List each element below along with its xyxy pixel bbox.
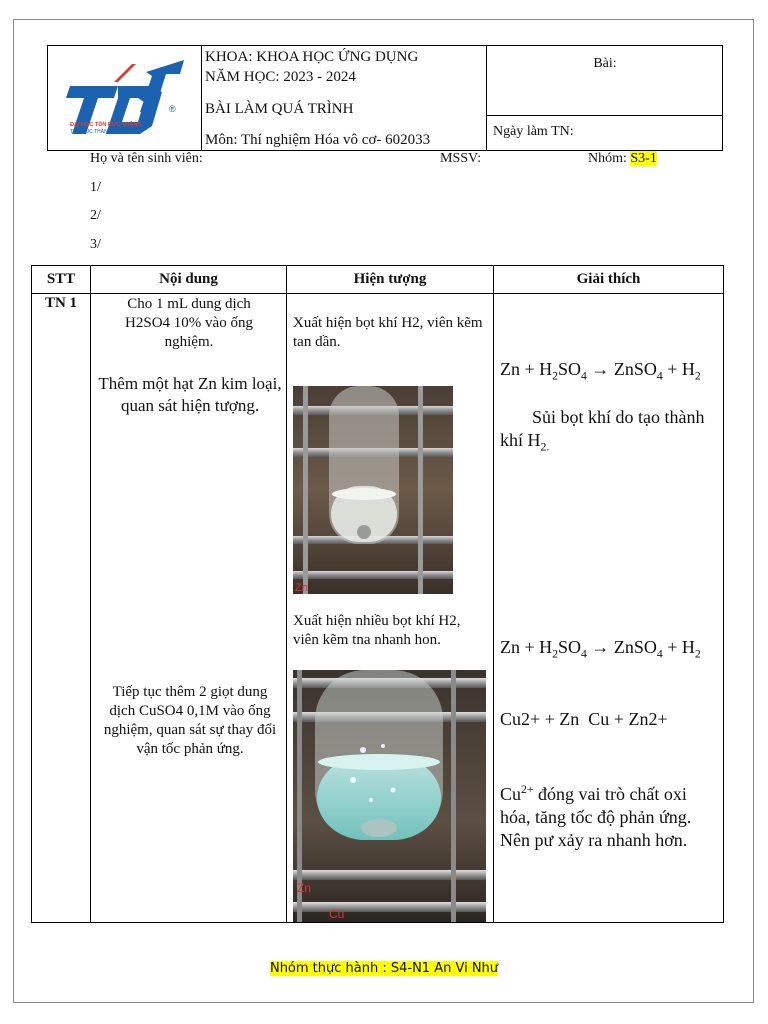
svg-text:®: ® (169, 104, 176, 114)
group-label: Nhóm: (588, 151, 627, 166)
group-field (588, 151, 657, 167)
col-header-phenomenon: Hiện tượng (287, 266, 494, 294)
student-id-label: MSSV: (440, 151, 481, 166)
experiment-number: TN 1 (44, 295, 78, 311)
student-line-3: 3/ (90, 237, 101, 252)
test-tube-photo-2 (293, 670, 486, 922)
content-step-2: Thêm một hạt Zn kim loại, quan sát hiện tượng. (98, 374, 282, 415)
explanation-equation-1: $Zn + H_2SO_4$ → ZnSO$_4$ + $H_2$ (500, 359, 701, 383)
table-header-row (32, 266, 724, 294)
explanation-text-2: $Cu^{2+}$ đóng vai trò chất oxi hóa, tăng tốc độ phản ứng. Nên pư xảy ra nhanh hơn. (500, 783, 692, 850)
explanation-reaction: Cu2+ + Zn Cu + Zn2+ (500, 709, 668, 729)
col-header-stt: STT (32, 266, 91, 294)
experiment-table (31, 265, 724, 923)
phenomenon-1: Xuất hiện bọt khí H2, viên kẽm tan dần. (293, 315, 483, 350)
document-header (47, 45, 723, 151)
footer-group-label: Nhóm thực hành : S4-N1 An Vi Như (269, 961, 499, 976)
tdtu-logo-icon (48, 46, 201, 150)
student-name-label: Họ và tên sinh viên: (90, 151, 203, 166)
lesson-label: Bài: (593, 56, 617, 71)
col-header-explanation: Giải thích (494, 266, 724, 294)
experiment-date-label: Ngày làm TN: (493, 124, 574, 139)
svg-text:Cu: Cu (329, 907, 345, 921)
svg-text:Zn: Zn (297, 881, 312, 895)
svg-text:Zn: Zn (295, 582, 308, 594)
university-logo (48, 46, 202, 150)
col-header-content: Nội dung (91, 266, 287, 294)
test-tube-photo-1 (293, 386, 453, 594)
student-line-2: 2/ (90, 208, 101, 223)
explanation-equation-2: $Zn + H_2SO_4$ → ZnSO$_4$ + $H_2$ (500, 637, 701, 661)
student-line-1: 1/ (90, 180, 101, 195)
svg-text:ĐẠI HỌC TÔN ĐỨC THẮNG: ĐẠI HỌC TÔN ĐỨC THẮNG (70, 122, 142, 128)
faculty-label: KHOA: KHOA HỌC ỨNG DỤNG (205, 49, 419, 65)
school-year-label: NĂM HỌC: 2023 - 2024 (205, 69, 356, 85)
explanation-text-1: Sủi bọt khí do tạo thành khí $H_{2.}$ (500, 407, 705, 454)
course-label: Môn: Thí nghiệm Hóa vô cơ- 602033 (205, 132, 431, 148)
content-step-3: Tiếp tục thêm 2 giọt dung dịch CuSO4 0,1M vào ống nghiệm, quan sát sự thay đổi vận tốc phản ứng. (103, 684, 277, 757)
table-row (32, 294, 724, 923)
group-value: S3-1 (630, 151, 657, 166)
phenomenon-2: Xuất hiện nhiều bọt khí H2, viên kẽm tna nhanh hon. (293, 613, 461, 648)
svg-text:TON DUC THANG UNIVERSITY: TON DUC THANG UNIVERSITY (70, 129, 143, 135)
doc-title: BÀI LÀM QUÁ TRÌNH (205, 101, 354, 117)
content-step-1: Cho 1 mL dung dịch H2SO4 10% vào ống nghiệm. (125, 296, 253, 350)
